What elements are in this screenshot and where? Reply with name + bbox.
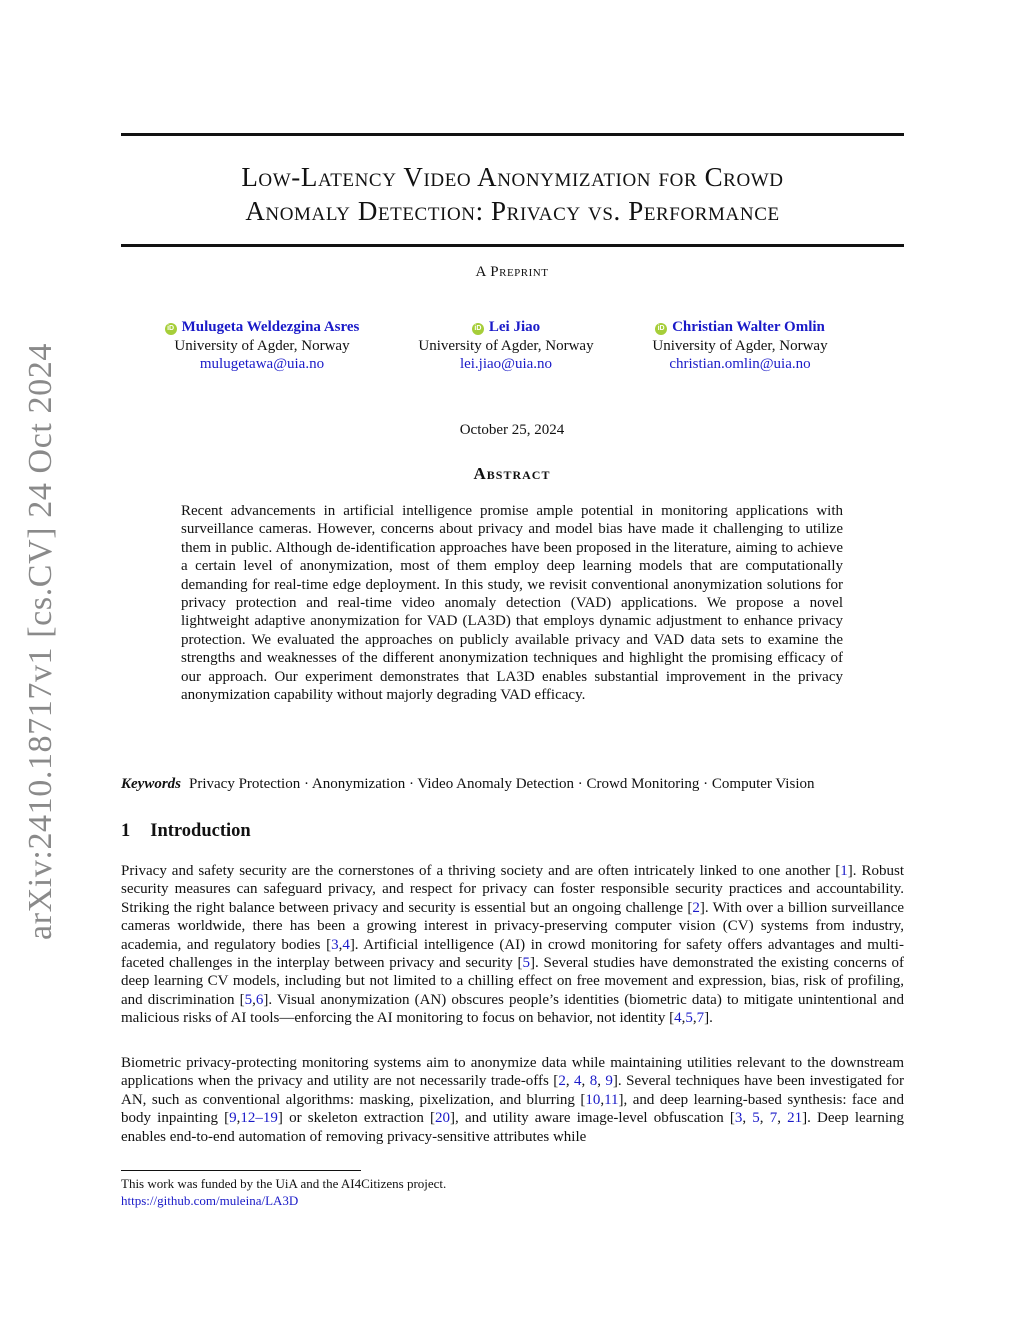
paragraph-text: ]. Visual anonymization (AN) obscures people’s identities (biometric data) to mitigate unintentional and malicious risks of AI tools—enforcing the AI monitoring to focus on behavior, not identity [ xyxy=(121,991,904,1027)
citation-link[interactable]: 12–19 xyxy=(240,1110,278,1127)
citation-link[interactable]: 4 xyxy=(574,1073,582,1090)
paragraph-text: , xyxy=(252,991,256,1008)
keywords-label: Keywords xyxy=(121,776,181,792)
author-block xyxy=(386,318,626,374)
body-paragraph-1 xyxy=(121,862,904,1028)
paragraph-text: ], and deep learning-based synthesis: face and body inpainting [ xyxy=(121,1091,905,1127)
citation-link[interactable]: 7 xyxy=(769,1110,778,1127)
citation-link[interactable]: 7 xyxy=(696,1010,705,1027)
title-top-rule xyxy=(121,133,904,136)
title-line-1: Low-Latency Video Anonymization for Crowd xyxy=(241,162,784,192)
footnote-rule xyxy=(121,1170,361,1171)
citation-link[interactable]: 20 xyxy=(435,1110,451,1127)
orcid-icon[interactable]: iD xyxy=(165,323,177,335)
citation-link[interactable]: 4 xyxy=(674,1010,682,1027)
body-paragraph-2 xyxy=(121,1054,904,1146)
citation-link[interactable]: 5 xyxy=(752,1110,760,1127)
citation-link[interactable]: 9 xyxy=(605,1073,613,1090)
paragraph-text: , xyxy=(692,1010,697,1027)
paragraph-text: , xyxy=(777,1110,788,1127)
author-name[interactable]: Christian Walter Omlin xyxy=(672,319,825,335)
citation-link[interactable]: 5 xyxy=(522,955,531,972)
orcid-icon[interactable]: iD xyxy=(655,323,667,335)
author-email[interactable]: christian.omlin@uia.no xyxy=(669,356,811,372)
footnote xyxy=(121,1176,446,1209)
paragraph-text: , xyxy=(581,1073,590,1090)
author-block xyxy=(620,318,860,374)
paragraph-text: ]. Robust security measures can safeguard privacy, and respect for privacy can foster responsible security practices and accountability. Striking the right balance between privacy and security is essential but an ongoing challenge [ xyxy=(121,863,904,916)
author-email[interactable]: lei.jiao@uia.no xyxy=(459,356,553,372)
paragraph-text: , xyxy=(759,1110,770,1127)
title-line-2: Anomaly Detection: Privacy vs. Performance xyxy=(245,196,780,226)
paragraph-text: , xyxy=(681,1010,686,1027)
citation-link[interactable]: 21 xyxy=(787,1110,803,1127)
author-name[interactable]: Mulugeta Weldezgina Asres xyxy=(181,319,360,335)
section-number: 1 xyxy=(121,821,131,841)
citation-link[interactable]: 2 xyxy=(558,1073,566,1090)
paragraph-text: ]. With over a billion surveillance cameras worldwide, there has been a growing interest in privacy-preserving computer vision (CV) systems from industry, academia, and regulatory bodies [ xyxy=(121,899,905,953)
citation-link[interactable]: 2 xyxy=(692,899,700,916)
arxiv-identifier-stamp: arXiv:2410.18717v1 [cs.CV] 24 Oct 2024 xyxy=(22,343,59,940)
paragraph-text: , xyxy=(597,1073,606,1090)
citation-link[interactable]: 3 xyxy=(734,1110,743,1127)
publication-date: October 25, 2024 xyxy=(459,422,565,438)
paragraph-text: ] or skeleton extraction [ xyxy=(277,1110,436,1127)
citation-link[interactable]: 4 xyxy=(342,936,350,953)
orcid-icon[interactable]: iD xyxy=(472,323,484,335)
preprint-label: A Preprint xyxy=(475,264,549,280)
paragraph-text: Biometric privacy-protecting monitoring systems aim to anonymize data while maintaining utilities relevant to the downstream applications when the privacy and utility are not necessarily trade-offs [ xyxy=(121,1055,904,1090)
paper-title xyxy=(121,160,904,228)
paragraph-text: , xyxy=(565,1073,575,1090)
author-email[interactable]: mulugetawa@uia.no xyxy=(199,356,325,372)
keywords-line xyxy=(121,776,911,793)
paragraph-text: ]. Artificial intelligence (AI) in crowd monitoring for safety offers advantages and multi-faceted challenges in the interplay between privacy and security [ xyxy=(121,936,904,972)
author-affiliation: University of Agder, Norway xyxy=(174,337,350,354)
citation-link[interactable]: 10 xyxy=(585,1091,601,1108)
paragraph-text: ], and utility aware image-level obfuscation [ xyxy=(450,1110,735,1127)
abstract-text: Recent advancements in artificial intelligence promise ample potential in monitoring applications with surveillance cameras. However, concerns about privacy and model bias have made it challenging to utilize them in public. Although de-identification approaches have been proposed in the literature, aiming to achieve a certain level of anonymization, most of them employ deep learning models that are computationally demanding for real-time edge deployment. In this study, we revisit conventional anonymization solutions for privacy protection and real-time video anomaly detection (VAD) applications. We propose a novel lightweight adaptive anonymization for VAD (LA3D) that employs dynamic adjustment to enhance privacy protection. We evaluated the approaches on publicly available privacy and VAD data sets to examine the strengths and weaknesses of the different anonymization techniques and highlight the promising efficacy of our approach. Our experiment demonstrates that LA3D enables substantial improvement in the privacy anonymization capability without majorly degrading VAD efficacy. xyxy=(181,503,843,704)
paragraph-text: , xyxy=(338,936,343,953)
author-block xyxy=(142,318,382,374)
paragraph-text: Privacy and safety security are the cornerstones of a thriving society and are often intricately linked to one another [ xyxy=(121,863,841,879)
title-bottom-rule xyxy=(121,244,904,247)
paragraph-text: ]. Deep learning enables end-to-end automation of removing privacy-sensitive attributes while xyxy=(121,1110,905,1145)
citation-link[interactable]: 5 xyxy=(244,991,253,1008)
paragraph-text: , xyxy=(236,1110,241,1127)
citation-link[interactable]: 11 xyxy=(604,1091,619,1108)
footnote-link[interactable]: https://github.com/muleina/LA3D xyxy=(121,1192,299,1208)
section-title: Introduction xyxy=(150,821,251,841)
citation-link[interactable]: 1 xyxy=(840,863,848,879)
paragraph-text: ]. xyxy=(704,1010,713,1027)
keywords-list: Privacy Protection · Anonymization · Video Anomaly Detection · Crowd Monitoring · Computer Vision xyxy=(189,776,815,792)
citation-link[interactable]: 8 xyxy=(589,1073,598,1090)
author-affiliation: University of Agder, Norway xyxy=(652,337,828,354)
footnote-text: This work was funded by the UiA and the AI4Citizens project. xyxy=(121,1176,447,1191)
citation-link[interactable]: 6 xyxy=(255,991,264,1008)
citation-link[interactable]: 9 xyxy=(229,1110,237,1127)
author-name[interactable]: Lei Jiao xyxy=(488,319,541,335)
paragraph-text: ]. Several studies have demonstrated the existing concerns of deep learning CV models, including but not limited to a chilling effect on free movement and expression, bias, risk of profiling, and discrimination [ xyxy=(121,955,905,1008)
paragraph-text: , xyxy=(742,1110,753,1127)
citation-link[interactable]: 3 xyxy=(331,936,339,953)
paragraph-text: , xyxy=(600,1091,605,1108)
citation-link[interactable]: 5 xyxy=(685,1010,693,1027)
author-affiliation: University of Agder, Norway xyxy=(418,337,594,354)
section-heading xyxy=(121,821,251,842)
paragraph-text: ]. Several techniques have been investigated for AN, such as conventional algorithms: masking, pixelization, and blurring [ xyxy=(121,1073,905,1108)
abstract-heading: Abstract xyxy=(473,464,551,483)
